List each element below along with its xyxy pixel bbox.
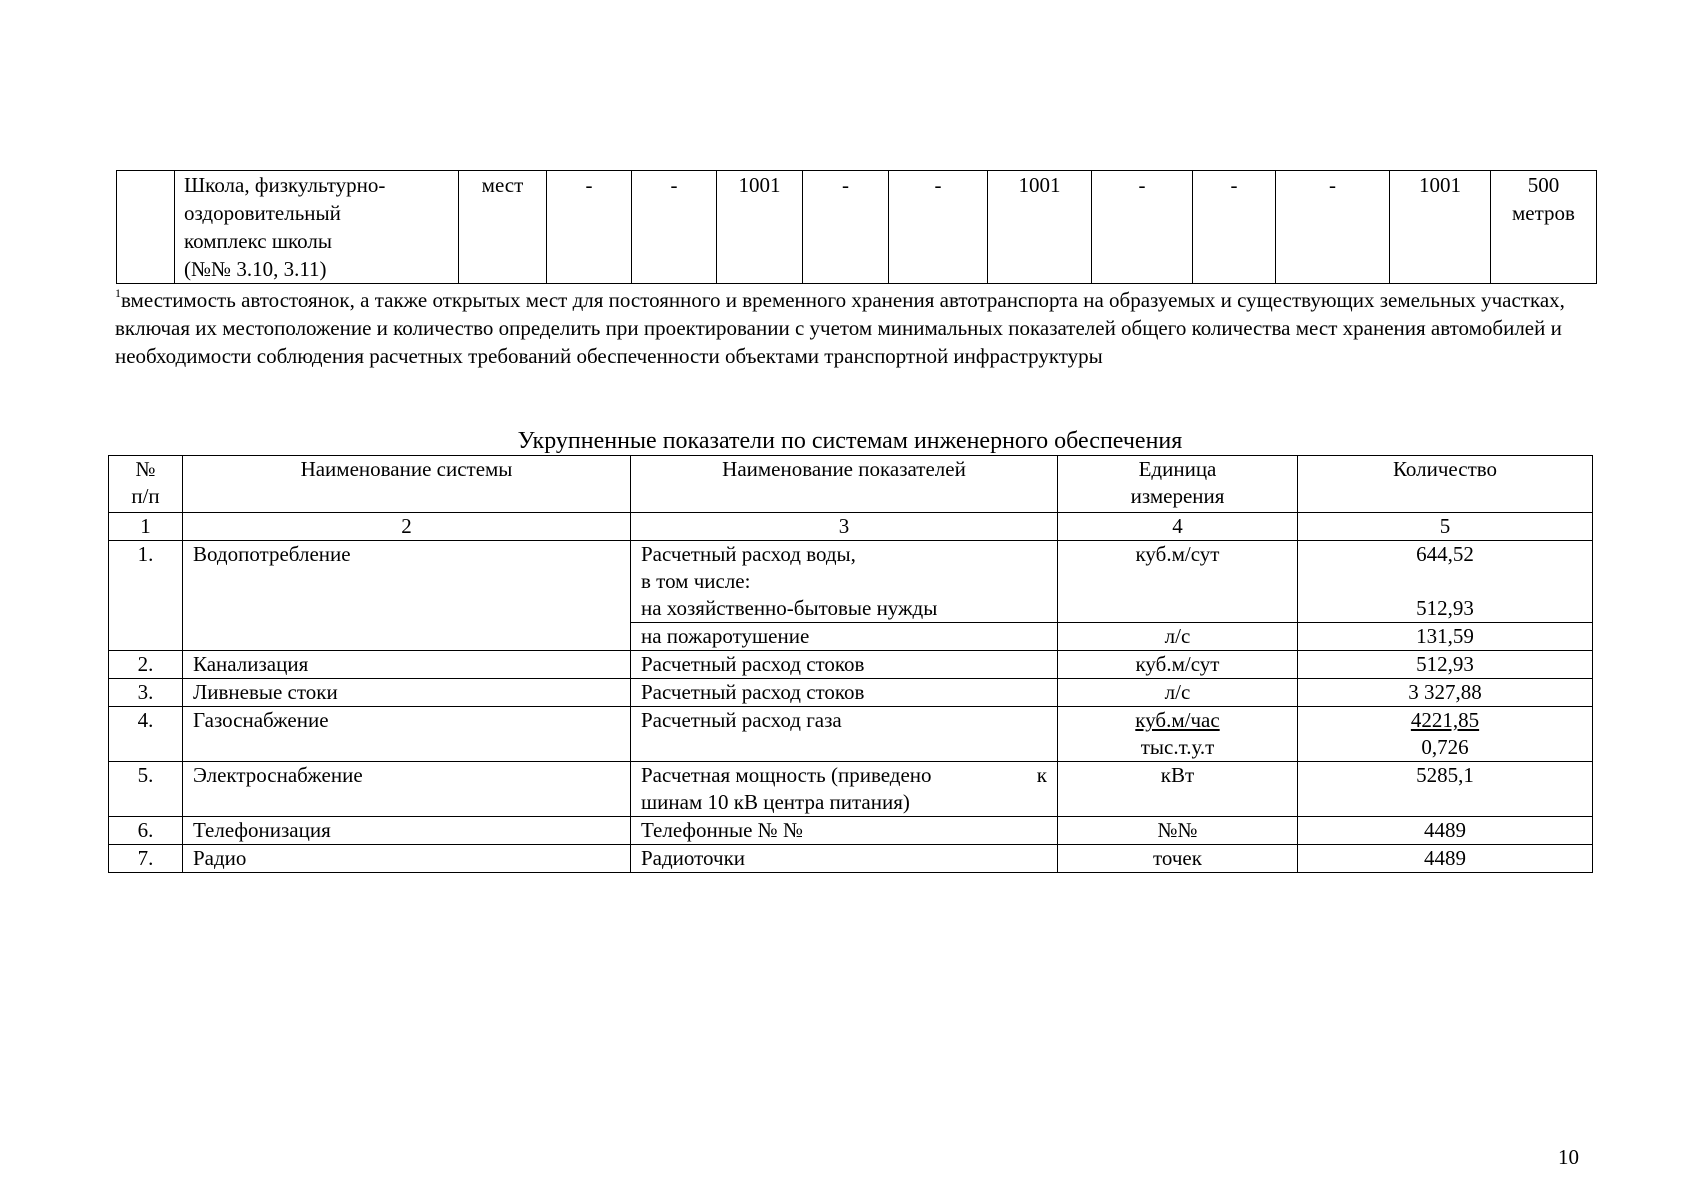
value-cell: - bbox=[1092, 171, 1193, 284]
unit-cell: мест bbox=[459, 171, 547, 284]
footnote-text: вместимость автостоянок, а также открытых мест для постоянного и временного хранения автотранспорта на образуемых и существующих земельных участках, включая их местоположение и количество определить при проектировании с учетом минимальных показателей общего количества мест хранения автомобилей и необходимости соблюдения расчетных требований обеспеченности объектами транспортной инфраструктуры bbox=[115, 288, 1565, 368]
system-name: Радио bbox=[183, 845, 631, 873]
quantity-cell: 4489 bbox=[1298, 817, 1593, 845]
quantity-cell: 4489 bbox=[1298, 845, 1593, 873]
indicator-cell: Телефонные № № bbox=[631, 817, 1058, 845]
quantity-cell: 644,52 512,93 bbox=[1298, 541, 1593, 623]
row-num: 4. bbox=[109, 707, 183, 762]
row-num: 3. bbox=[109, 679, 183, 707]
row-index-cell bbox=[117, 171, 175, 284]
system-name: Канализация bbox=[183, 651, 631, 679]
value-cell: - bbox=[1276, 171, 1390, 284]
system-name: Электроснабжение bbox=[183, 762, 631, 817]
facility-name-cell: Школа, физкультурно- оздоровительный комплекс школы (№№ 3.10, 3.11) bbox=[175, 171, 459, 284]
value-cell: - bbox=[889, 171, 988, 284]
quantity-cell: 5285,1 bbox=[1298, 762, 1593, 817]
page-number: 10 bbox=[1558, 1145, 1579, 1169]
section-title: Укрупненные показатели по системам инженерного обеспечения bbox=[517, 428, 1183, 454]
indicator-cell: Расчетная мощность (приведено к шинам 10 кВ центра питания) bbox=[631, 762, 1058, 817]
unit-cell: куб.м/сут bbox=[1058, 541, 1298, 623]
unit-cell: кВт bbox=[1058, 762, 1298, 817]
column-number-row bbox=[109, 513, 1593, 541]
system-name: Водопотребление bbox=[183, 541, 631, 651]
row-num: 1. bbox=[109, 541, 183, 651]
indicator-cell: Расчетный расход стоков bbox=[631, 651, 1058, 679]
table-header-row bbox=[109, 456, 1593, 513]
row-num: 2. bbox=[109, 651, 183, 679]
header-quantity: Количество bbox=[1298, 456, 1593, 513]
header-indicator: Наименование показателей bbox=[631, 456, 1058, 513]
column-number: 5 bbox=[1298, 513, 1593, 541]
indicator-cell: на пожаротушение bbox=[631, 623, 1058, 651]
value-cell: - bbox=[632, 171, 717, 284]
header-num: № п/п bbox=[109, 456, 183, 513]
distance-cell: 500 метров bbox=[1491, 171, 1597, 284]
unit-cell: точек bbox=[1058, 845, 1298, 873]
value-cell: 1001 bbox=[717, 171, 803, 284]
header-system: Наименование системы bbox=[183, 456, 631, 513]
table-row bbox=[109, 541, 1593, 623]
table-row bbox=[109, 817, 1593, 845]
table-row bbox=[109, 845, 1593, 873]
engineering-systems-table bbox=[108, 455, 1593, 873]
column-number: 1 bbox=[109, 513, 183, 541]
quantity-cell: 512,93 bbox=[1298, 651, 1593, 679]
indicator-cell: Расчетный расход стоков bbox=[631, 679, 1058, 707]
value-cell: 1001 bbox=[988, 171, 1092, 284]
footnote-marker: 1 bbox=[115, 286, 121, 300]
system-name: Газоснабжение bbox=[183, 707, 631, 762]
table-row bbox=[109, 679, 1593, 707]
row-num: 7. bbox=[109, 845, 183, 873]
header-unit: Единица измерения bbox=[1058, 456, 1298, 513]
value-cell: 1001 bbox=[1390, 171, 1491, 284]
value-cell: - bbox=[1193, 171, 1276, 284]
table-row bbox=[109, 651, 1593, 679]
table-row bbox=[117, 171, 1597, 284]
unit-cell: №№ bbox=[1058, 817, 1298, 845]
unit-cell: куб.м/сут bbox=[1058, 651, 1298, 679]
row-num: 5. bbox=[109, 762, 183, 817]
column-number: 3 bbox=[631, 513, 1058, 541]
table-row bbox=[109, 762, 1593, 817]
unit-cell: л/с bbox=[1058, 623, 1298, 651]
system-name: Телефонизация bbox=[183, 817, 631, 845]
table-row bbox=[109, 707, 1593, 762]
value-cell: - bbox=[803, 171, 889, 284]
unit-cell: л/с bbox=[1058, 679, 1298, 707]
unit-cell: куб.м/час тыс.т.у.т bbox=[1058, 707, 1298, 762]
indicator-cell: Радиоточки bbox=[631, 845, 1058, 873]
system-name: Ливневые стоки bbox=[183, 679, 631, 707]
quantity-cell: 4221,85 0,726 bbox=[1298, 707, 1593, 762]
value-cell: - bbox=[547, 171, 632, 284]
column-number: 4 bbox=[1058, 513, 1298, 541]
footnote bbox=[115, 286, 1597, 370]
column-number: 2 bbox=[183, 513, 631, 541]
quantity-cell: 3 327,88 bbox=[1298, 679, 1593, 707]
indicator-cell: Расчетный расход газа bbox=[631, 707, 1058, 762]
row-num: 6. bbox=[109, 817, 183, 845]
indicator-cell: Расчетный расход воды, в том числе: на хозяйственно-бытовые нужды bbox=[631, 541, 1058, 623]
facilities-table bbox=[116, 170, 1597, 284]
quantity-cell: 131,59 bbox=[1298, 623, 1593, 651]
